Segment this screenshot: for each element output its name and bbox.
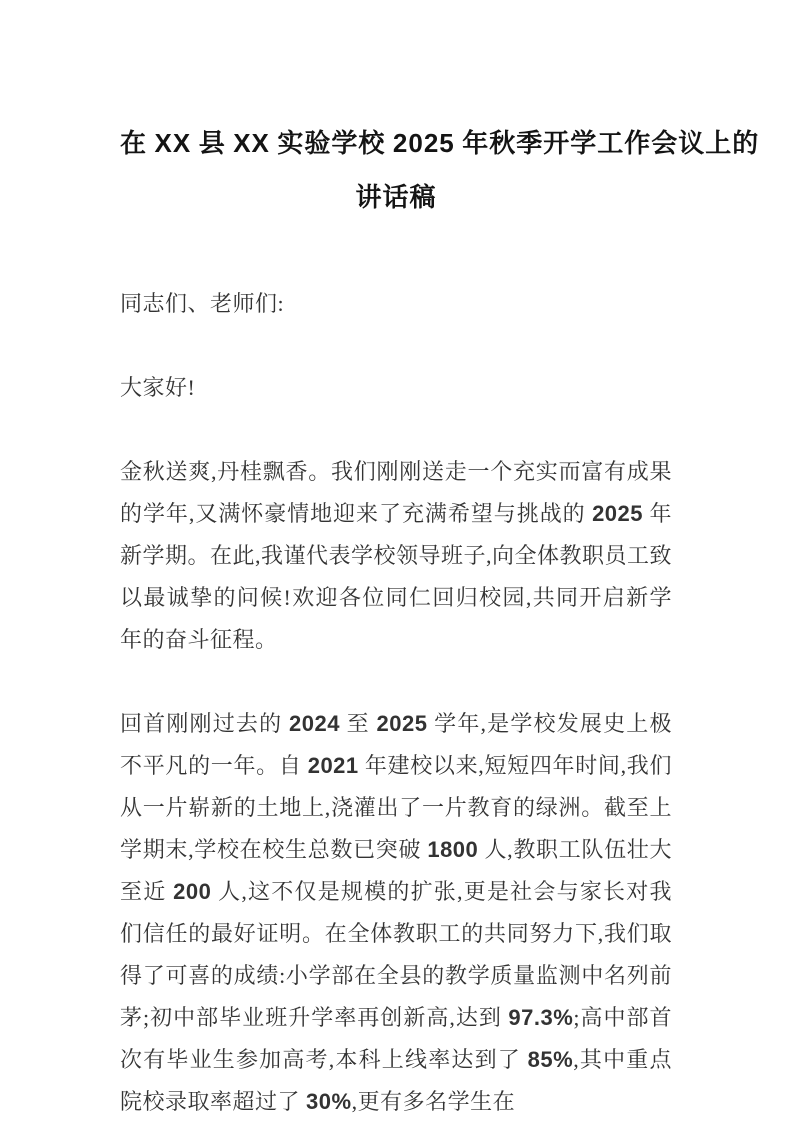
document-title-line-2: 讲话稿: [355, 183, 437, 212]
opening-paragraph: 金秋送爽,丹桂飘香。我们刚刚送走一个充实而富有成果的学年,又满怀豪情地迎来了充满希望与挑战的 2025 年新学期。在此,我谨代表学校领导班子,向全体教职员工致以最诚挚的问候!欢迎各位同仁回归校园,共同开启新学年的奋斗征程。: [120, 459, 673, 652]
review-paragraph: 回首刚刚过去的 2024 至 2025 学年,是学校发展史上极不平凡的一年。自 2021 年建校以来,短短四年时间,我们从一片崭新的土地上,浇灌出了一片教育的绿洲。截至上学期末,学校在校生总数已突破 1800 人,教职工队伍壮大至近 200 人,这不仅是规模的扩张,更是社会与家长对我们信任的最好证明。在全体教职工的共同努力下,我们取得了可喜的成绩:小学部在全县的教学质量监测中名列前茅;初中部毕业班升学率再创新高,达到 97.3%;高中部首次有毕业生参加高考,本科上线率达到了 85%,其中重点院校录取率超过了 30%,更有多名学生在: [120, 711, 672, 1114]
greeting-paragraph: 大家好!: [120, 375, 196, 400]
document-title-line-1: 在 XX 县 XX 实验学校 2025 年秋季开学工作会议上的: [120, 128, 760, 158]
salutation-paragraph: 同志们、老师们:: [120, 291, 285, 316]
document-title: [120, 116, 760, 225]
